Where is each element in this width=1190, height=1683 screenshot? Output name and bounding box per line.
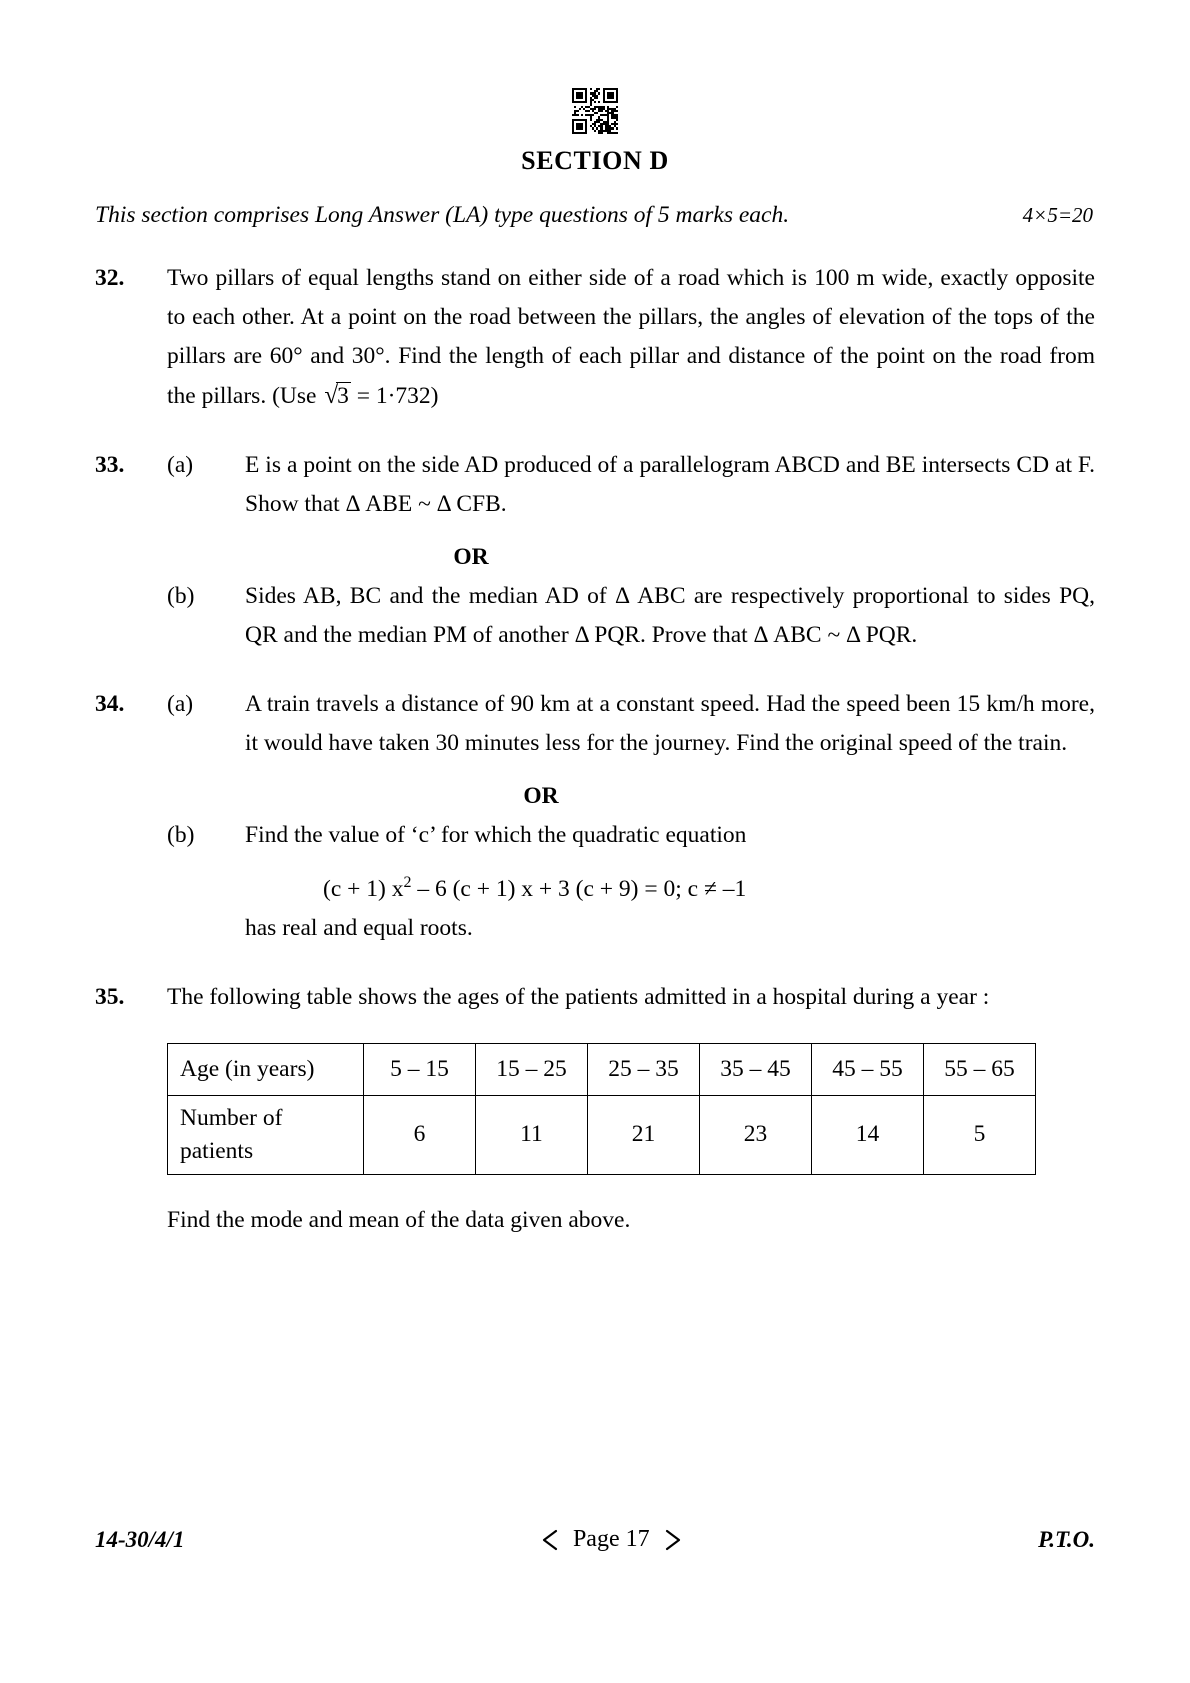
- question-34-part-b-text2: has real and equal roots.: [245, 914, 473, 941]
- question-34-body: [167, 685, 1095, 948]
- section-title: SECTION D: [521, 146, 669, 175]
- question-35-followup-text: Find the mode and mean of the data given above.: [167, 1206, 631, 1233]
- question-33-part-b-text-wrap: [245, 577, 1095, 655]
- table-cell-interval: 55 – 65: [924, 1043, 1036, 1095]
- table-cell-interval: 5 – 15: [364, 1043, 476, 1095]
- table-cell-frequency: 14: [812, 1095, 924, 1174]
- question-33-number: 33.: [95, 452, 125, 478]
- question-34-part-b-label: (b): [167, 822, 195, 848]
- chevron-right-icon: [660, 1527, 686, 1553]
- table-cell-interval: 15 – 25: [476, 1043, 588, 1095]
- question-34-part-a-label: (a): [167, 691, 194, 717]
- question-32-text: [167, 259, 1095, 416]
- question-35: [95, 978, 1095, 1264]
- question-32-body: [167, 259, 1095, 416]
- question-34-equation: [245, 863, 1095, 909]
- table-cell-interval: 25 – 35: [588, 1043, 700, 1095]
- section-instruction-row: [95, 202, 1095, 229]
- question-33-part-b-text: Sides AB, BC and the median AD of Δ ABC are respectively proportional to sides PQ, QR and the median PM of another Δ PQR. Prove that Δ ABC ~ Δ PQR.: [245, 583, 1095, 648]
- ages-frequency-table: [167, 1043, 1036, 1175]
- question-33-part-a-label: (a): [167, 452, 194, 478]
- table-row-header-patients: [168, 1095, 364, 1174]
- table-cell-frequency: 6: [364, 1095, 476, 1174]
- sqrt-symbol: √3: [324, 382, 349, 409]
- table-cell-frequency: 21: [588, 1095, 700, 1174]
- question-32-number: 32.: [95, 265, 125, 291]
- section-instruction-text: This section comprises Long Answer (LA) type questions of 5 marks each.: [95, 202, 790, 228]
- table-cell-frequency: 5: [924, 1095, 1036, 1174]
- qr-code-icon: [572, 88, 618, 134]
- equation-prefix: (c + 1) x: [323, 875, 404, 902]
- question-35-body: [167, 978, 1095, 1264]
- table-cell-interval: 45 – 55: [812, 1043, 924, 1095]
- question-33-body: [167, 446, 1095, 655]
- paper-code: 14-30/4/1: [95, 1526, 185, 1552]
- chevron-left-icon: [537, 1527, 563, 1553]
- data-table-container: [167, 1043, 1095, 1175]
- question-34-part-b: [167, 816, 1095, 948]
- question-33-part-a-text-wrap: [245, 446, 1095, 524]
- table-row-intervals: [168, 1043, 1036, 1095]
- qr-code-container: [95, 0, 1095, 134]
- table-row-frequencies: [168, 1095, 1036, 1174]
- question-33-part-b-label: (b): [167, 583, 195, 609]
- question-32-main-text: Two pillars of equal lengths stand on either side of a road which is 100 m wide, exactly opposite to each other. At a point on the road between the pillars, the angles of elevation of the tops of the pillars are 60° and 30°. Find the length of each pillar and distance of the point on the road from the pillars. (Use: [167, 265, 1095, 409]
- table-row-header-age: Age (in years): [168, 1043, 364, 1095]
- question-32-text-tail: = 1·732): [350, 383, 439, 409]
- question-34-part-a: [167, 685, 1095, 763]
- page-indicator: [537, 1526, 686, 1553]
- question-34-part-a-text-wrap: [245, 685, 1095, 763]
- equation-exponent: 2: [403, 874, 412, 891]
- question-33-or-label: OR: [453, 544, 489, 570]
- question-34-part-b-text-wrap: [245, 816, 1095, 948]
- table-row-header-patients-line2: patients: [180, 1137, 254, 1164]
- question-33-part-a: [167, 446, 1095, 524]
- question-33-part-b: [167, 577, 1095, 655]
- table-row-header-patients-line1: Number of: [180, 1104, 283, 1131]
- question-34-or-label: OR: [523, 783, 559, 809]
- question-35-number: 35.: [95, 983, 125, 1010]
- table-cell-frequency: 11: [476, 1095, 588, 1174]
- question-33-part-a-text: E is a point on the side AD produced of a parallelogram ABCD and BE intersects CD at F. Show that Δ ABE ~ Δ CFB.: [245, 452, 1095, 517]
- question-33: [95, 446, 1095, 655]
- question-35-text: The following table shows the ages of the patients admitted in a hospital during a year :: [167, 983, 990, 1010]
- question-34-part-b-text: Find the value of ‘c’ for which the quadratic equation: [245, 822, 747, 848]
- sqrt-radicand: 3: [337, 383, 349, 409]
- question-32: [95, 259, 1095, 416]
- equation-suffix: – 6 (c + 1) x + 3 (c + 9) = 0; c ≠ –1: [411, 875, 747, 902]
- page-number-label: Page 17: [572, 1526, 650, 1552]
- pto-label: P.T.O.: [1038, 1526, 1095, 1552]
- table-cell-interval: 35 – 45: [700, 1043, 812, 1095]
- question-34-part-a-text: A train travels a distance of 90 km at a constant speed. Had the speed been 15 km/h more, it would have taken 30 minutes less for the journey. Find the original speed of the train.: [245, 691, 1095, 756]
- question-34: [95, 685, 1095, 948]
- section-marks: 4×5=20: [1022, 203, 1093, 227]
- table-cell-frequency: 23: [700, 1095, 812, 1174]
- question-34-number: 34.: [95, 691, 125, 717]
- page-footer: [95, 1526, 1095, 1553]
